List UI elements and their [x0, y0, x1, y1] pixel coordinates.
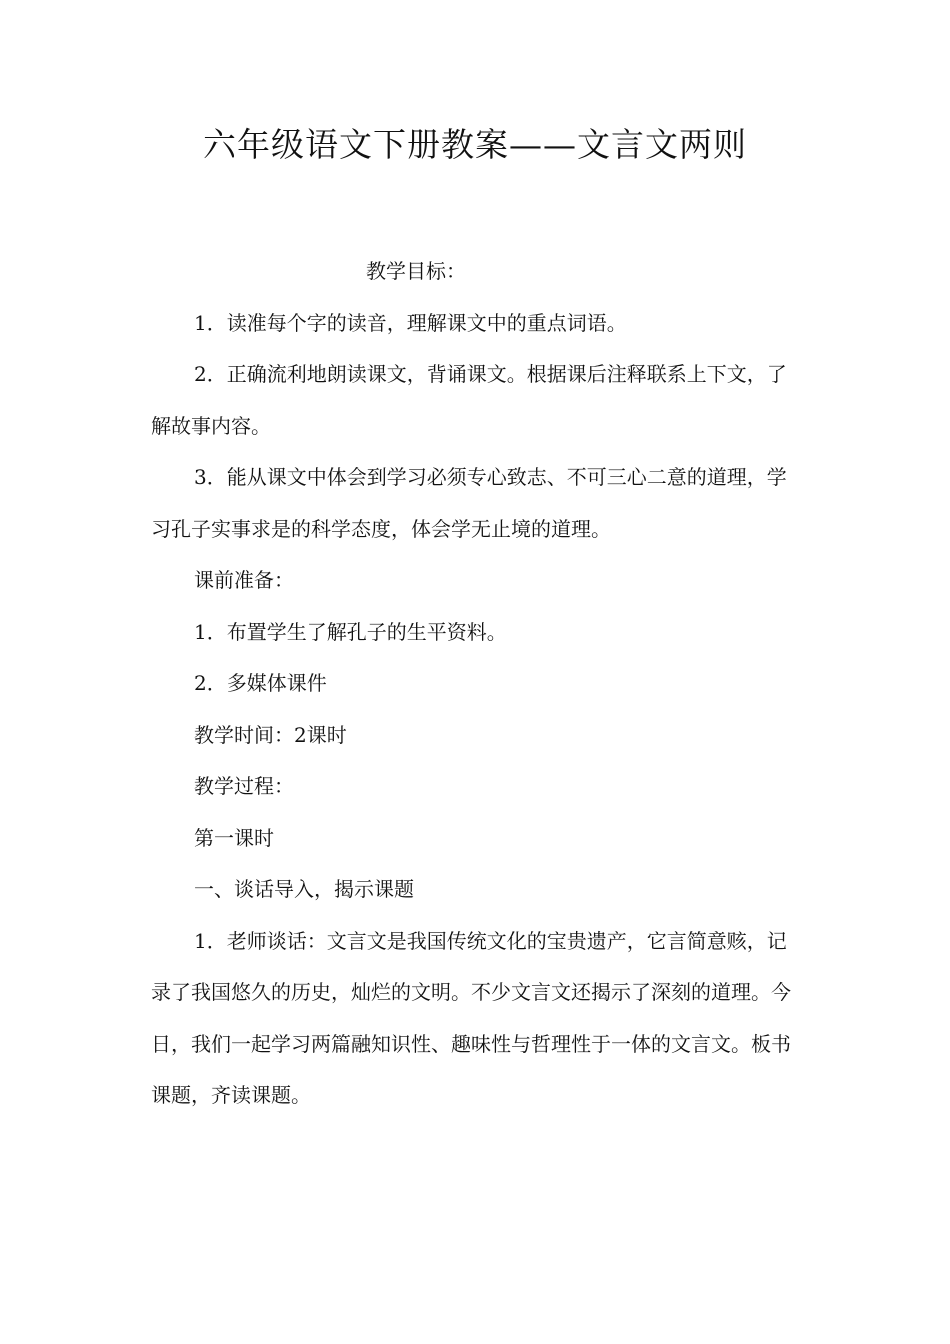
paragraph-teacher-talk: 1．老师谈话：文言文是我国传统文化的宝贵遗产，它言简意赅，记录了我国悠久的历史，灿烂的文明。不少文言文还揭示了深刻的道理。今日，我们一起学习两篇融知识性、趣味性与哲理性于一体的文言文。板书课题，齐读课题。	[151, 928, 791, 1107]
section-heading-preparation: 课前准备：	[194, 568, 294, 592]
document-title: 六年级语文下册教案——文言文两则	[203, 125, 747, 164]
paragraph-first-lesson: 第一课时	[194, 825, 274, 850]
paragraph-step-1-heading: 一、谈话导入，揭示课题	[194, 877, 414, 901]
paragraph-prep-1: 1．布置学生了解孔子的生平资料。	[194, 619, 507, 644]
paragraph-goal-1: 1．读准每个字的读音，理解课文中的重点词语。	[194, 310, 627, 335]
paragraph-teaching-time: 教学时间：2课时	[194, 722, 347, 747]
paragraph-prep-2: 2．多媒体课件	[194, 671, 327, 695]
paragraph-goal-2: 2．正确流利地朗读课文，背诵课文。根据课后注释联系上下文，了解故事内容。	[151, 362, 787, 438]
section-heading-teaching-goals: 教学目标：	[366, 259, 466, 283]
section-heading-process: 教学过程：	[194, 774, 294, 798]
paragraph-goal-3: 3．能从课文中体会到学习必须专心致志、不可三心二意的道理，学习孔子实事求是的科学态度，体会学无止境的道理。	[151, 465, 787, 541]
document-body	[151, 246, 801, 1122]
